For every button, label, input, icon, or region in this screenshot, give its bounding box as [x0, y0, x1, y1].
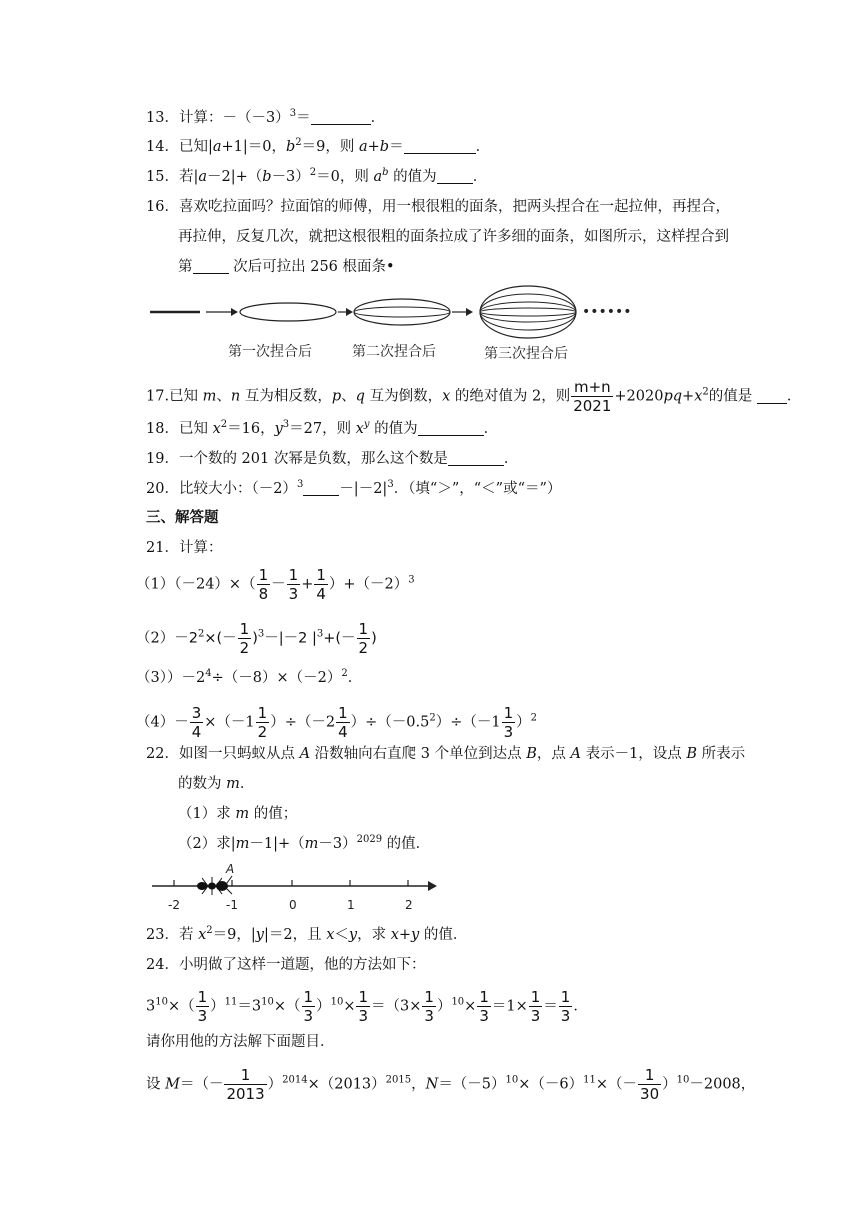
question-21: 21．计算：: [146, 540, 223, 556]
tick-label: 1: [347, 898, 355, 912]
q21-part2: $(2)-2^2\times(-$ $\frac{1}{2}$ )$^3$－|－2 $|^3+(-$ $\frac{1}{2}$ ): [136, 620, 377, 657]
figure-label: 第三次捏合后: [484, 346, 568, 362]
question-19: 19．一个数的 201 次幂是负数，那么这个数是 ．: [146, 451, 519, 467]
ellipsis-dots: ••••••: [582, 304, 632, 320]
arrow-icon: [346, 308, 353, 316]
question-17: 17.已知 m、n 互为相反数，p、q 互为倒数，x 的绝对值为 2，则 $\frac{m+n}{2021}$ $+2020pq+x^2$的值是 ．: [146, 378, 802, 415]
tick-label: -1: [226, 898, 238, 912]
q24-problem: 设 M＝（－ $\frac{1}{2013}$ ）$^{2014}\times(2013)^{2015}$，$N=(-5)^{10}\times(-6)^{11}\times(-$ $\frac{1}{30}$ ）$^{10}$－2008，: [146, 1066, 756, 1103]
arrow-icon: [231, 308, 238, 316]
question-16-line1: 16．喜欢吃拉面吗？拉面馆的师傅，用一根很粗的面条，把两头捏合在一起拉伸，再捏合，: [146, 199, 730, 215]
q22-sub1: （1）求 m 的值；: [178, 806, 298, 822]
question-18: 18．已知 $x^2=16$，$y^3=27$，则 $x^y$ 的值为 ．: [146, 419, 499, 437]
question-16-line2: 再拉伸，反复几次，就把这根很粗的面条拉成了许多细的面条，如图所示，这样捏合到: [178, 229, 729, 245]
figure-label: 第二次捏合后: [352, 344, 436, 360]
noodle-1: [240, 303, 336, 321]
answer-blank[interactable]: [303, 481, 339, 496]
noodle-2: [354, 299, 450, 325]
q24-example: $3^{10}\times$（ $\frac{1}{3}$ ）$^{11}=3^{10}\times$（ $\frac{1}{3}$ ）$^{10}$× $\frac{1}{3}$ ＝（3× $\frac{1}{3}$ ）$^{10}$× $\frac{1}{3}$ ＝1× $\frac{1}{3}$ ＝ $\frac{1}{3}$ ．: [146, 988, 588, 1025]
answer-blank[interactable]: [193, 259, 229, 274]
tick-label: 2: [405, 898, 413, 912]
question-16-line3: 第 次后可拉出 256 根面条•: [178, 259, 395, 275]
answer-blank[interactable]: [448, 451, 504, 466]
answer-blank[interactable]: [757, 389, 787, 404]
tick-label: 0: [289, 898, 297, 912]
question-24-line3: 请你用他的方法解下面题目．: [146, 1034, 335, 1050]
q21-part3: $(3))-2^4\div(-8)\times(-2)^2$．: [136, 668, 363, 686]
section-heading: 三、解答题: [146, 509, 219, 526]
point-label-A: A: [226, 862, 235, 876]
answer-blank[interactable]: [311, 110, 371, 125]
tick-label: -2: [168, 898, 180, 912]
arrow-icon: [428, 881, 437, 891]
question-14: 14．已知|a+1|＝0，$b^2=9$，则 a+b＝ ．: [146, 137, 491, 155]
noodle-figure: [146, 286, 632, 366]
answer-blank[interactable]: [404, 139, 476, 154]
question-13: 13．计算：$-(-3)^3=$ ．: [146, 108, 386, 126]
number-line: [150, 862, 440, 914]
question-24-line1: 24．小明做了这样一道题，他的方法如下：: [146, 957, 426, 973]
question-15: 15．若$|a-2|+(b-3)^2=0$，则 $a^b$ 的值为 ．: [146, 167, 488, 185]
question-20: 20．比较大小：$(-2)^3 -|-2|^3$．（填“＞”，“＜”或“＝”）: [146, 479, 562, 497]
fraction: $\frac{m+n}{2021}$: [573, 378, 612, 415]
q21-part4: （4）－ $\frac{3}{4}$ ×（－1 $\frac{1}{2}$ ）÷（－2 $\frac{1}{4}$ ）$\div(-0.5^2)\div(-1$ $\frac{1}{3}$ ）$^2$: [136, 704, 538, 741]
ant-icon: [197, 876, 232, 895]
figure-label: 第一次捏合后: [228, 344, 312, 360]
q22-sub2: （2）求$|m-1|+(m-3)^{2029}$ 的值．: [178, 834, 431, 852]
arrow-icon: [466, 308, 473, 316]
q21-part1: （1）（－24）×（ $\frac{1}{8}$ － $\frac{1}{3}$ + $\frac{1}{4}$ ）$+(-2)^3$: [136, 566, 415, 603]
question-22-line2: 的数为 m．: [178, 776, 255, 792]
answer-blank[interactable]: [418, 421, 484, 436]
question-23: 23．若 $x^2=9$，|y|＝2，且 x＜y，求 x+y 的值．: [146, 925, 468, 943]
answer-blank[interactable]: [437, 169, 473, 184]
question-22-line1: 22．如图一只蚂蚁从点 A 沿数轴向右直爬 3 个单位到达点 B，点 A 表示－1，设点 B 所表示: [146, 746, 746, 762]
